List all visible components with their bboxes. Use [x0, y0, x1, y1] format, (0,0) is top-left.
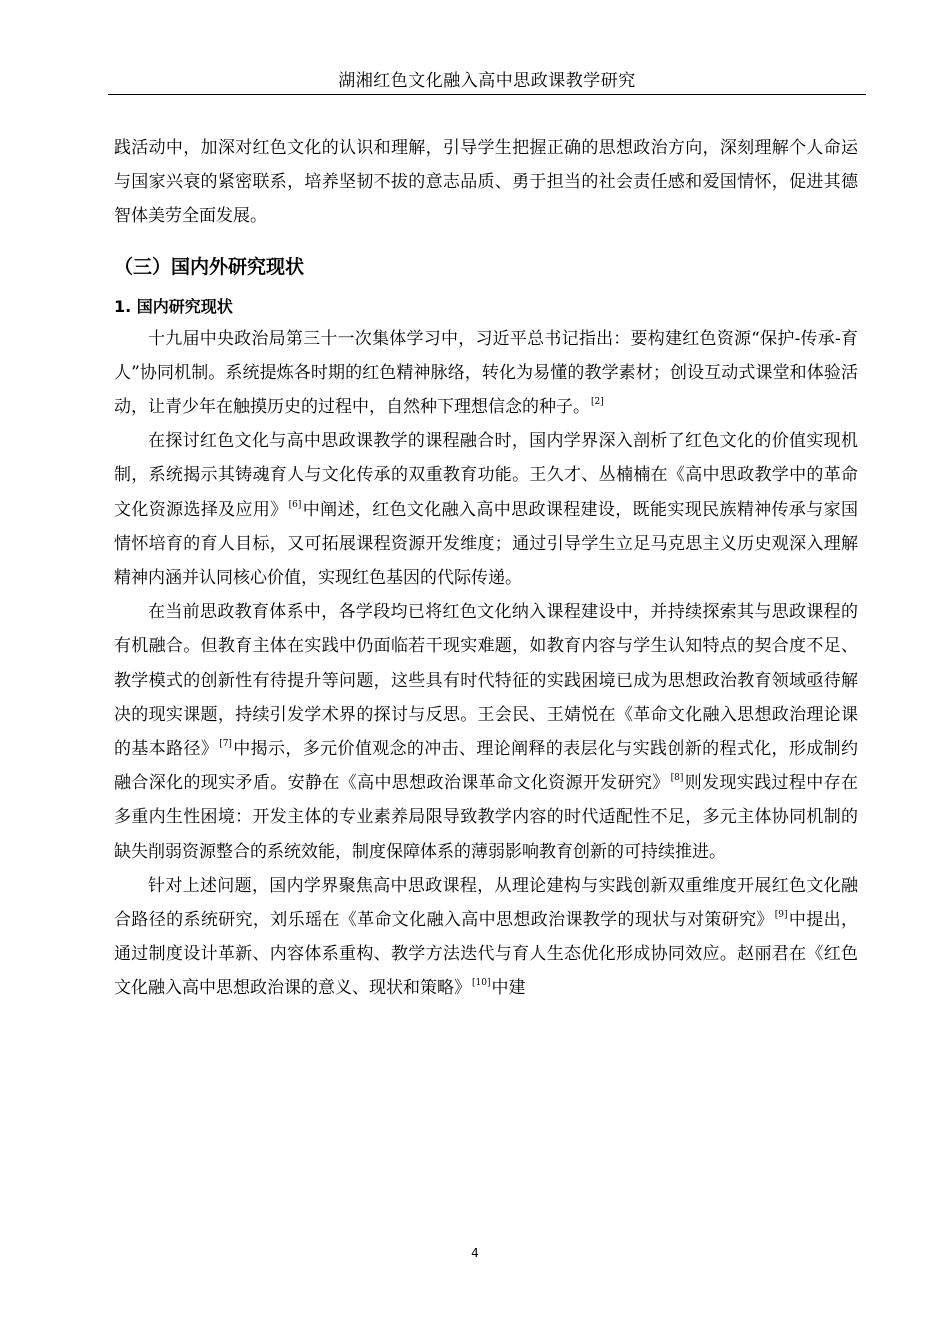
- header-rule: [108, 94, 866, 95]
- paragraph-2: [114, 424, 858, 595]
- section-heading: （三）国内外研究现状: [114, 255, 305, 278]
- page-number: 4: [471, 1246, 479, 1260]
- paragraph-1-text: 十九届中央政治局第三十一次集体学习中，习近平总书记指出：要构建红色资源“保护-传承-育人”协同机制。系统提炼各时期的红色精神脉络，转化为易懂的教学素材；创设互动式课堂和体验活动，让青少年在触摸历史的过程中，自然种下理想信念的种子。: [114, 328, 858, 418]
- citation-ref: [6]: [288, 499, 302, 510]
- paragraph-2-text-a: 在探讨红色文化与高中思政课教学的课程融合时，国内学界深入剖析了红色文化的价值实现机制，系统揭示其铸魂育人与文化传承的双重教育功能。王久才、丛楠楠在《高中思政教学中的革命文化资源选择及应用》: [114, 431, 858, 520]
- paragraph-4: [114, 869, 858, 1006]
- paragraph-3-text-a: 在当前思政教育体系中，各学段均已将红色文化纳入课程建设中，并持续探索其与思政课程的有机融合。但教育主体在实践中仍面临若干现实难题，如教育内容与学生认知特点的契合度不足、教学模式的创新性有待提升等问题，这些具有时代特征的实践困境已成为思想政治教育领域亟待解决的现实课题，持续引发学术界的探讨与反思。王会民、王婧悦在《革命文化融入思想政治理论课的基本路径》: [114, 602, 858, 760]
- paragraph-4-text-c: 中建: [491, 978, 526, 999]
- paragraph-3: [114, 595, 858, 869]
- paragraph-1: [114, 322, 858, 425]
- paragraph-3-text-b: 中揭示，多元价值观念的冲击、理论阐释的表层化与实践创新的程式化，形成制约融合深化的现实矛盾。安静在《高中思想政治课革命文化资源开发研究》: [114, 739, 859, 794]
- page-body: [114, 131, 858, 1006]
- paragraph-4-text-a: 针对上述问题，国内学界聚焦高中思政课程，从理论建构与实践创新双重维度开展红色文化融合路径的系统研究，刘乐瑶在《革命文化融入高中思想政治课教学的现状与对策研究》: [114, 875, 858, 931]
- subsection-heading: 1. 国内研究现状: [114, 296, 233, 316]
- paragraph-2-text-b: 中阐述，红色文化融入高中思政课程建设，既能实现民族精神传承与家国情怀培育的育人目标，又可拓展课程资源开发维度；通过引导学生立足马克思主义历史观深入理解精神内涵并认同核心价值，实现红色基因的代际传递。: [114, 499, 859, 589]
- citation-ref: [9]: [774, 910, 788, 921]
- citation-ref: [8]: [670, 773, 684, 784]
- paragraph-3-text-c: 则发现实践过程中存在多重内生性困境：开发主体的专业素养局限导致教学内容的时代适配性不足，多元主体协同机制的缺失削弱资源整合的系统效能，制度保障体系的薄弱影响教育创新的可持续推进。: [114, 773, 859, 862]
- citation-ref: [10]: [472, 978, 491, 989]
- citation-ref: [2]: [591, 397, 604, 408]
- paragraph-4-text-b: 中提出，通过制度设计革新、内容体系重构、教学方法迭代与育人生态优化形成协同效应。赵丽君在《红色文化融入高中思想政治课的意义、现状和策略》: [114, 910, 858, 999]
- running-header: 湖湘红色文化融入高中思政课教学研究: [338, 71, 636, 91]
- citation-ref: [7]: [219, 739, 232, 750]
- paragraph-continued: 践活动中，加深对红色文化的认识和理解，引导学生把握正确的思想政治方向，深刻理解个人命运与国家兴衰的紧密联系，培养坚韧不拔的意志品质、勇于担当的社会责任感和爱国情怀，促进其德智体美劳全面发展。: [114, 138, 858, 227]
